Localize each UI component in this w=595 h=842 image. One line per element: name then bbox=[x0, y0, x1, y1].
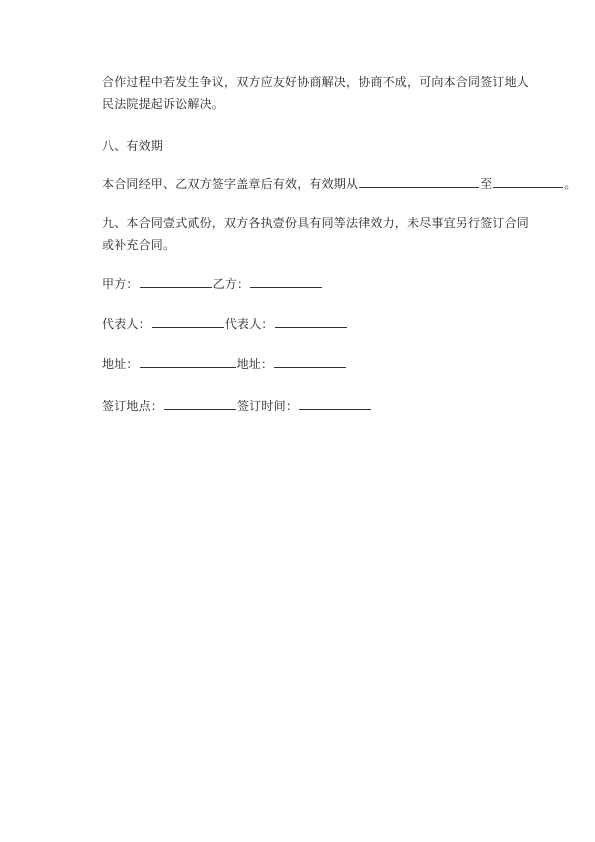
dispute-clause-line2: 民法院提起诉讼解决。 bbox=[102, 97, 225, 111]
party-a-label: 甲方： bbox=[102, 277, 139, 291]
validity-clause bbox=[102, 174, 577, 195]
validity-mid: 至 bbox=[480, 177, 493, 191]
address-row bbox=[102, 354, 347, 375]
rep-b-blank bbox=[275, 314, 347, 328]
rep-a-label: 代表人： bbox=[102, 317, 151, 331]
section-8-title: 八、有效期 bbox=[102, 139, 164, 153]
section-9-line2: 或补充合同。 bbox=[102, 238, 176, 252]
addr-a-blank bbox=[140, 354, 236, 368]
addr-b-label: 地址： bbox=[236, 357, 274, 371]
signing-row bbox=[102, 396, 372, 417]
sign-place-blank bbox=[164, 396, 236, 410]
dispute-clause-line1: 合作过程中若发生争议，双方应友好协商解决，协商不成，可向本合同签订地人 bbox=[102, 75, 530, 89]
representative-row bbox=[102, 314, 348, 335]
party-b-blank bbox=[250, 274, 322, 288]
party-b-label: 乙方： bbox=[212, 277, 250, 291]
validity-prefix: 本合同经甲、乙双方签字盖章后有效，有效期从 bbox=[102, 177, 359, 191]
validity-end: 。 bbox=[564, 177, 577, 191]
rep-b-label: 代表人： bbox=[224, 317, 274, 331]
sign-place-label: 签订地点： bbox=[102, 399, 164, 413]
addr-a-label: 地址： bbox=[102, 357, 139, 371]
party-a-blank bbox=[140, 274, 212, 288]
validity-start-blank bbox=[359, 174, 479, 188]
party-row bbox=[102, 274, 323, 295]
sign-time-blank bbox=[299, 396, 371, 410]
section-9-line1: 九、本合同壹式贰份，双方各执壹份具有同等法律效力，未尽事宜另行签订合同 bbox=[102, 216, 530, 230]
sign-time-label: 签订时间： bbox=[237, 399, 299, 413]
validity-end-blank bbox=[493, 174, 563, 188]
addr-b-blank bbox=[274, 354, 346, 368]
rep-a-blank bbox=[152, 314, 224, 328]
